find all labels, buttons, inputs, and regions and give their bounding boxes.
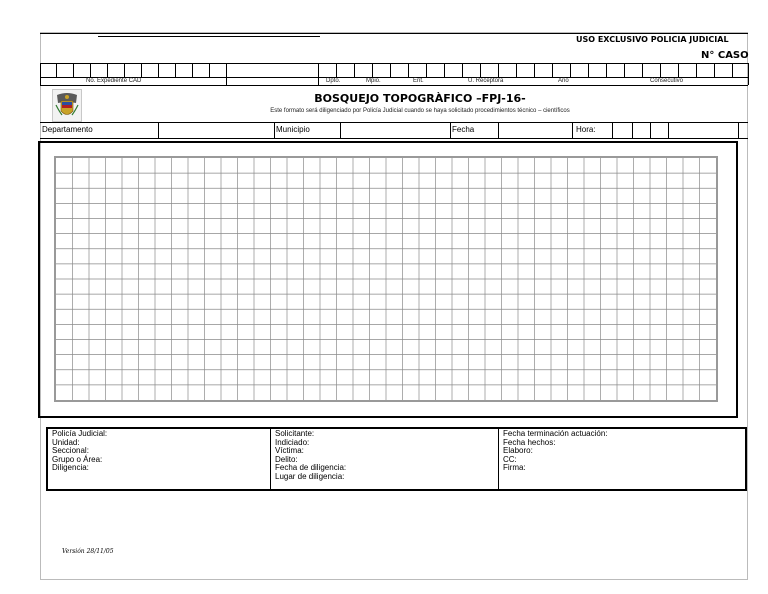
case-cell-divider (372, 63, 373, 77)
case-cell-divider (408, 63, 409, 77)
case-block-divider (226, 63, 227, 85)
footer-info-box (46, 427, 747, 491)
footer-requester: Solicitante: (275, 429, 315, 438)
case-cell-divider (107, 63, 108, 77)
footer-diligence: Diligencia: (52, 463, 89, 472)
case-cell-divider (73, 63, 74, 77)
case-cell-divider (588, 63, 589, 77)
case-cell-divider (642, 63, 643, 77)
case-cell-divider (678, 63, 679, 77)
case-cell-divider (606, 63, 607, 77)
case-cell-divider (141, 63, 142, 77)
case-cell-divider (498, 63, 499, 77)
footer-diligence-place: Lugar de diligencia: (275, 471, 345, 481)
footer-unit: Unidad: (52, 437, 80, 447)
case-cell-divider (732, 63, 733, 77)
footer-victim: Víctima: (275, 446, 304, 455)
case-cell-divider (480, 63, 481, 77)
case-cell-divider (552, 63, 553, 77)
case-field-cad: No. Expediente CAD (86, 78, 142, 84)
case-field-ano: Año (558, 78, 569, 84)
police-emblem-icon (52, 89, 82, 122)
case-label: N° CASO (701, 50, 749, 61)
case-cell-divider (570, 63, 571, 77)
case-field-ent: Ent. (413, 78, 424, 84)
grid-lines (56, 158, 716, 400)
footer-group-area: Grupo o Área: (52, 454, 103, 464)
case-cell-divider (426, 63, 427, 77)
case-block-divider (748, 63, 749, 85)
department-label: Departamento (42, 125, 93, 134)
footer-col-closing (498, 429, 745, 489)
case-block-divider (318, 63, 319, 85)
case-cell-divider (336, 63, 337, 77)
footer-accused: Indiciado: (275, 437, 310, 447)
case-field-dpto: Dpto. (326, 78, 341, 84)
case-cell-divider (175, 63, 176, 77)
case-block-divider (40, 63, 41, 85)
footer-facts-date: Fecha hechos: (503, 437, 556, 447)
footer-police-judicial: Policía Judicial: (52, 429, 108, 438)
footer-crime: Delito: (275, 454, 298, 464)
version-label: Versión 28/11/05 (62, 548, 114, 555)
case-cell-divider (56, 63, 57, 77)
date-label: Fecha (452, 125, 475, 134)
case-cell-divider (124, 63, 125, 77)
time-label: Hora: (576, 125, 596, 134)
case-cell-divider (624, 63, 625, 77)
sketch-grid[interactable] (54, 156, 718, 402)
footer-signature: Firma: (503, 463, 526, 472)
case-cell-divider (660, 63, 661, 77)
case-field-mpio: Mpio. (366, 78, 381, 84)
case-cell-divider (516, 63, 517, 77)
case-cell-divider (90, 63, 91, 77)
case-cell-divider (462, 63, 463, 77)
case-cell-divider (192, 63, 193, 77)
footer-end-date: Fecha terminación actuación: (503, 429, 608, 438)
form-subtitle: Este formato será diligenciado por Policía Judicial cuando se haya solicitado procedimientos técnico – científicos (270, 108, 570, 114)
case-cell-divider (714, 63, 715, 77)
case-cell-divider (209, 63, 210, 77)
case-field-consecutivo: Consecutivo (650, 78, 684, 84)
footer-diligence-date: Fecha de diligencia: (275, 463, 347, 472)
footer-prepared-by: Elaboro: (503, 446, 533, 455)
case-cell-divider (444, 63, 445, 77)
exclusive-label: USO EXCLUSIVO POLICIA JUDICIAL (576, 35, 729, 44)
municipality-label: Municipio (276, 125, 310, 134)
case-cell-divider (696, 63, 697, 77)
footer-col-case (270, 429, 498, 489)
footer-sectional: Seccional: (52, 446, 89, 455)
case-cell-divider (354, 63, 355, 77)
footer-cc: CC: (503, 454, 517, 464)
case-cell-divider (534, 63, 535, 77)
case-cell-divider (158, 63, 159, 77)
case-field-receptora: U. Receptora (468, 78, 504, 84)
form-title: BOSQUEJO TOPOGRÀFICO –FPJ-16- (314, 92, 526, 105)
footer-col-police (48, 429, 268, 489)
case-cell-divider (390, 63, 391, 77)
